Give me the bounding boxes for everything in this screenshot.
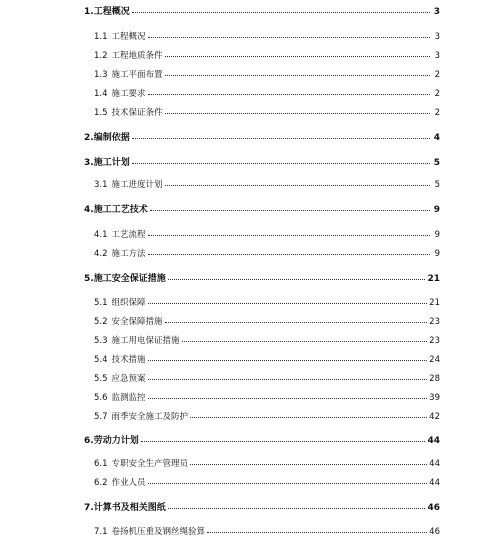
toc-title: 劳动力计划 [93, 436, 139, 446]
toc-dot-leader [165, 75, 430, 76]
toc-dot-leader [165, 322, 428, 323]
toc-dot-leader [132, 163, 430, 164]
toc-page-number: 28 [429, 374, 440, 384]
toc-dot-leader [148, 483, 428, 484]
toc-section-row[interactable] [94, 178, 440, 192]
toc-title: 施工安全保证措施 [93, 274, 166, 284]
toc-number: 4. [84, 205, 94, 215]
toc-title: 工程地质条件 [111, 51, 163, 61]
toc-section-row[interactable] [94, 334, 440, 348]
toc-section-row[interactable] [94, 391, 440, 405]
toc-chapter-row[interactable] [84, 501, 440, 515]
toc-dot-leader [190, 417, 427, 418]
toc-title: 雨季安全施工及防护 [111, 412, 189, 422]
toc-number: 5. [84, 274, 94, 284]
toc-page-number: 42 [429, 412, 440, 422]
toc-section-row[interactable] [94, 315, 440, 329]
toc-title: 工程概况 [111, 32, 146, 42]
toc-number: 5.2 [94, 317, 108, 327]
toc-title: 施工方法 [111, 249, 146, 259]
toc-chapter-row[interactable] [84, 5, 440, 19]
toc-section-row[interactable] [94, 353, 440, 367]
toc-number: 5.3 [94, 336, 108, 346]
toc-section-row[interactable] [94, 296, 440, 310]
toc-number: 1.3 [94, 70, 108, 80]
toc-number: 6. [84, 436, 94, 446]
toc-title: 安全保障措施 [111, 317, 163, 327]
toc-page-number: 21 [427, 274, 440, 284]
toc-number: 1. [84, 7, 94, 17]
toc-page-number: 5 [433, 158, 440, 168]
toc-title: 应急预案 [111, 374, 146, 384]
toc-title: 施工用电保证措施 [111, 336, 180, 346]
toc-page-number: 5 [434, 180, 440, 190]
toc-page-number: 9 [433, 205, 440, 215]
toc-dot-leader [165, 113, 430, 114]
toc-section-row[interactable] [94, 228, 440, 242]
toc-page-number: 39 [429, 393, 440, 403]
toc-page-number: 2 [434, 89, 440, 99]
toc-dot-leader [165, 185, 430, 186]
toc-title: 技术保证条件 [111, 108, 163, 118]
toc-section-row[interactable] [94, 106, 440, 120]
toc-chapter-row[interactable] [84, 272, 440, 286]
toc-title: 施工工艺技术 [93, 205, 148, 215]
toc-number: 3. [84, 158, 94, 168]
toc-number: 2. [84, 133, 94, 143]
toc-number: 1.4 [94, 89, 108, 99]
toc-number: 1.2 [94, 51, 108, 61]
toc-page-number: 24 [429, 355, 440, 365]
toc-page-number: 9 [434, 230, 440, 240]
toc-title: 作业人员 [111, 478, 146, 488]
toc-title: 工程概况 [93, 7, 130, 17]
toc-dot-leader [168, 508, 426, 509]
toc-section-row[interactable] [94, 476, 440, 490]
toc-page-number: 46 [427, 503, 440, 513]
toc-title: 施工进度计划 [111, 180, 163, 190]
toc-page-number: 3 [433, 7, 440, 17]
toc-dot-leader [168, 279, 426, 280]
toc-number: 3.1 [94, 180, 108, 190]
toc-title: 施工平面布置 [111, 70, 163, 80]
toc-dot-leader [148, 94, 430, 95]
toc-page-number: 44 [429, 478, 440, 488]
toc-page-number: 2 [434, 70, 440, 80]
toc-page-number: 23 [429, 336, 440, 346]
toc-number: 7. [84, 503, 94, 513]
toc-dot-leader [148, 379, 428, 380]
toc-section-row[interactable] [94, 30, 440, 44]
toc-title: 编制依据 [93, 133, 130, 143]
toc-number: 7.1 [94, 527, 108, 537]
toc-page-number: 23 [429, 317, 440, 327]
toc-number: 1.1 [94, 32, 108, 42]
toc-dot-leader [190, 464, 427, 465]
toc-page-number: 44 [427, 436, 440, 446]
toc-number: 1.5 [94, 108, 108, 118]
toc-dot-leader [150, 210, 430, 211]
toc-number: 6.1 [94, 459, 108, 469]
toc-title: 施工计划 [93, 158, 130, 168]
toc-section-row[interactable] [94, 525, 440, 539]
toc-title: 技术措施 [111, 355, 146, 365]
toc-page-number: 3 [434, 32, 440, 42]
toc-page-number: 9 [434, 249, 440, 259]
toc-section-row[interactable] [94, 49, 440, 63]
toc-dot-leader [132, 12, 430, 13]
toc-section-row[interactable] [94, 68, 440, 82]
toc-dot-leader [148, 360, 428, 361]
toc-page-number: 4 [433, 133, 440, 143]
toc-section-row[interactable] [94, 457, 440, 471]
toc-chapter-row[interactable] [84, 434, 440, 448]
toc-dot-leader [165, 56, 430, 57]
toc-page-number: 44 [429, 459, 440, 469]
toc-title: 专职安全生产管理员 [111, 459, 189, 469]
toc-title: 监测监控 [111, 393, 146, 403]
toc-section-row[interactable] [94, 87, 440, 101]
toc-title: 计算书及相关图纸 [93, 503, 166, 513]
toc-number: 6.2 [94, 478, 108, 488]
toc-chapter-row[interactable] [84, 131, 440, 145]
toc-title: 卷扬机压重及钢丝绳验算 [111, 527, 206, 537]
toc-number: 5.4 [94, 355, 108, 365]
toc-dot-leader [148, 254, 430, 255]
toc-number: 5.5 [94, 374, 108, 384]
toc-dot-leader [182, 341, 428, 342]
toc-title: 组织保障 [111, 298, 146, 308]
toc-number: 4.1 [94, 230, 108, 240]
toc-section-row[interactable] [94, 247, 440, 261]
toc-dot-leader [148, 303, 428, 304]
toc-number: 5.6 [94, 393, 108, 403]
toc-dot-leader [207, 532, 427, 533]
toc-dot-leader [148, 398, 428, 399]
toc-title: 工艺流程 [111, 230, 146, 240]
toc-section-row[interactable] [94, 410, 440, 424]
toc-page-number: 21 [429, 298, 440, 308]
toc-dot-leader [141, 441, 426, 442]
toc-number: 5.7 [94, 412, 108, 422]
toc-title: 施工要求 [111, 89, 146, 99]
toc-number: 4.2 [94, 249, 108, 259]
toc-dot-leader [148, 235, 430, 236]
toc-page-number: 46 [429, 527, 440, 537]
toc-section-row[interactable] [94, 372, 440, 386]
toc-dot-leader [148, 37, 430, 38]
toc-chapter-row[interactable] [84, 203, 440, 217]
toc-number: 5.1 [94, 298, 108, 308]
toc-chapter-row[interactable] [84, 156, 440, 170]
toc-page-number: 3 [434, 51, 440, 61]
toc-dot-leader [132, 138, 430, 139]
toc-page-number: 2 [434, 108, 440, 118]
